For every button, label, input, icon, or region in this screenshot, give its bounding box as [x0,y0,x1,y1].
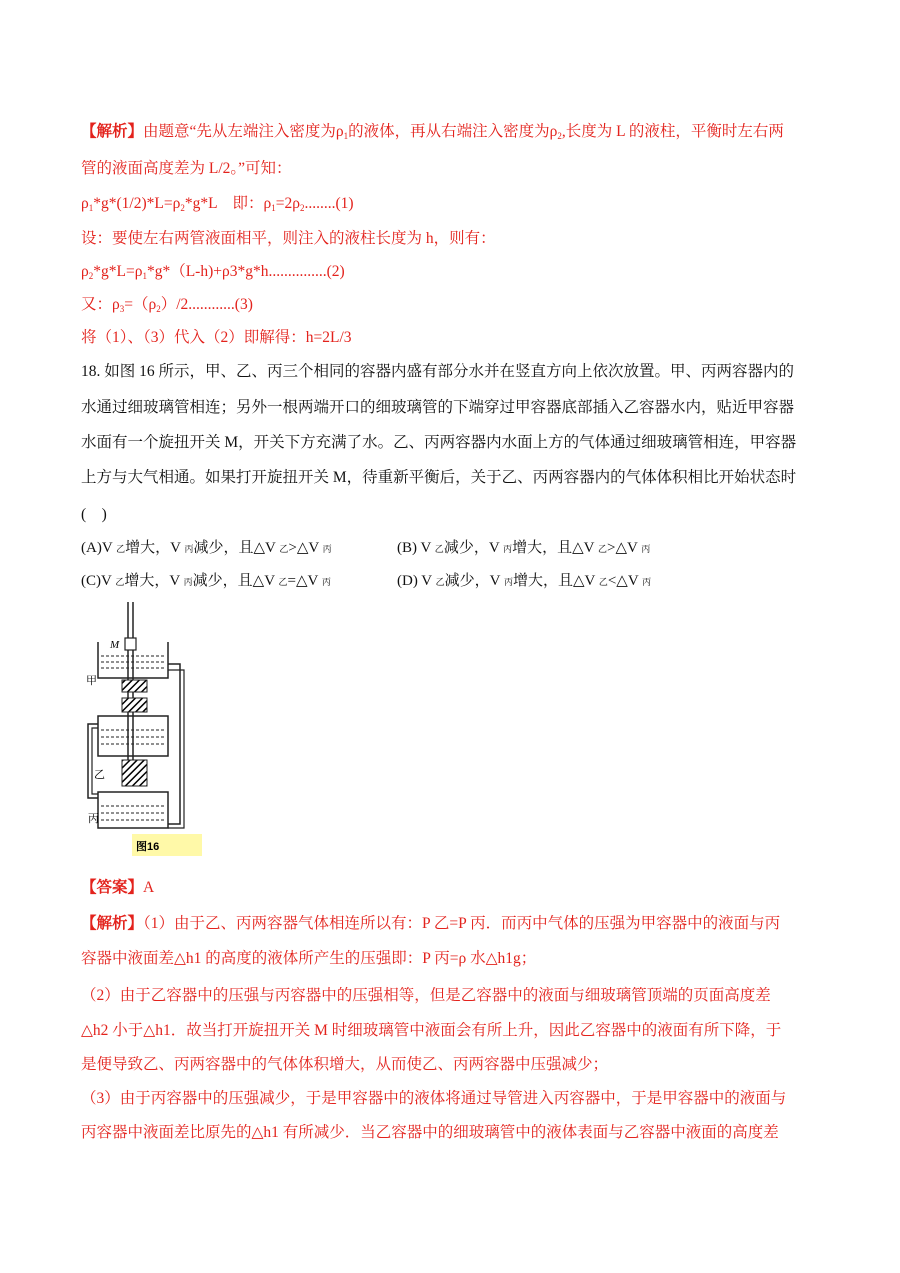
analysis2-line-4: △h2 小于△h1．故当打开旋扭开关 M 时细玻璃管中液面会有所上升，因此乙容器中的液面有所下降，于 [81,1022,782,1039]
equation-2: $\rho_2*g*L=\rho_1*g*(L-h)+\rho 3*g*h...............(2)$ [81,263,345,281]
equation-1: $\rho_1*g*(1/2)*L=\rho_2*g*L$ 即：$\rho_1=2\rho_2........(1)$ [81,195,354,213]
label-bing: 丙 [88,813,99,825]
label-m: M [110,639,120,651]
analysis2-line-7: 丙容器中液面差比原先的△h1 有所减少．当乙容器中的细玻璃管中的液体表面与乙容器中液面的高度差 [81,1124,779,1141]
analysis2-line-1: 【解析】（1）由于乙、丙两容器气体相连所以有：P 乙=P 丙．而丙中气体的压强为甲容器中的液面与丙 [81,915,781,932]
analysis2-line-6: （3）由于丙容器中的压强减少，于是甲容器中的液体将通过导管进入丙容器中，于是甲容器中的液面与 [81,1090,787,1107]
question-line-3: 水面有一个旋扭开关 M，开关下方充满了水。乙、丙两容器内水面上方的气体通过细玻璃管相连，甲容器 [81,434,797,451]
analysis2-line-3: （2）由于乙容器中的压强与丙容器中的压强相等，但是乙容器中的液面与细玻璃管顶端的页面高度差 [81,987,771,1004]
question-line-4: 上方与大气相通。如果打开旋扭开关 M，待重新平衡后，关于乙、丙两容器内的气体体积相比开始状态时 [81,469,797,486]
equation-3: 又：$\rho_3=(\rho_2)/2............(3)$ [81,296,253,314]
question-blank: ( ) [81,506,107,523]
analysis2-line-2: 容器中液面差△h1 的高度的液体所产生的压强即：P 丙=ρ 水△h1g； [81,950,537,967]
figure-16-diagram [84,600,204,858]
analysis-tag: 【解析】 [81,123,144,140]
option-c: (C)V 乙增大，V 丙减少，且△V 乙=△V 丙 [81,573,331,589]
option-b: (B) V 乙减少，V 丙增大，且△V 乙>△V 丙 [397,540,651,556]
option-d: (D) V 乙减少，V 丙增大，且△V 乙<△V 丙 [397,573,652,589]
analysis-line-2: 管的液面高度差为 L/2。”可知： [81,160,292,177]
question-line-1: 18. 如图 16 所示，甲、乙、丙三个相同的容器内盛有部分水并在竖直方向上依次放置。甲、丙两容器内的 [81,363,795,380]
analysis-line-4: 设：要使左右两管液面相平，则注入的液柱长度为 h，则有： [81,230,496,247]
label-jia: 甲 [86,675,97,687]
analysis2-tag: 【解析】 [81,915,144,932]
question-line-2: 水通过细玻璃管相连；另外一根两端开口的细玻璃管的下端穿过甲容器底部插入乙容器水内，贴近甲容器 [81,399,795,416]
analysis-result: 将（1）、（3）代入（2）即解得：h=2L/3 [81,329,352,346]
analysis2-line-5: 是便导致乙、丙两容器中的气体体积增大，从而使乙、丙两容器中压强减少； [81,1056,609,1073]
answer-tag: 【答案】 [81,879,144,896]
answer-value: A [143,879,155,896]
figure-caption: 图16 [136,841,160,853]
label-yi: 乙 [94,769,105,781]
answer-line [81,878,154,898]
option-a: (A)V 乙增大，V 丙减少，且△V 乙>△V 丙 [81,540,332,556]
analysis-line-1: 【解析】由题意“先从左端注入密度为$\rho_1$的液体，再从右端注入密度为$\rho_2$,长度为 L 的液柱，平衡时左右两 [81,123,784,141]
